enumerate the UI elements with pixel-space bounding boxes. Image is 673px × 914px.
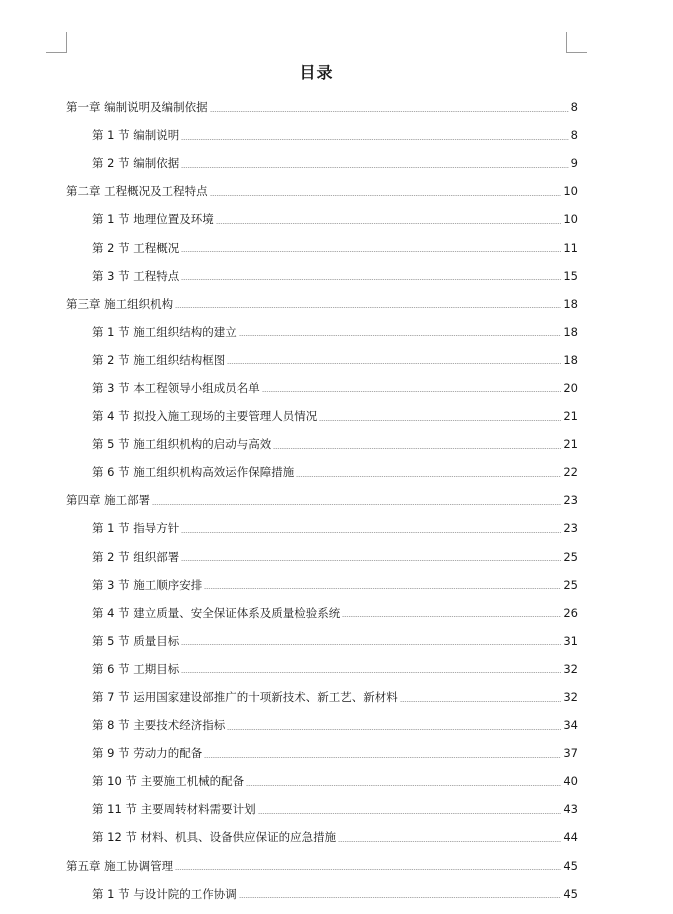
toc-entry-label: 第 2 节 施工组织结构框图 bbox=[92, 352, 226, 367]
toc-page-number: 34 bbox=[563, 718, 578, 733]
toc-dot-leader bbox=[338, 841, 561, 842]
toc-page-number: 32 bbox=[563, 661, 578, 676]
toc-entry-label: 第四章 施工部署 bbox=[66, 493, 151, 508]
toc-page-number: 26 bbox=[563, 605, 578, 620]
toc-dot-leader bbox=[152, 504, 561, 505]
toc-chapter-entry[interactable] bbox=[66, 177, 578, 205]
toc-dot-leader bbox=[262, 391, 562, 392]
toc-section-entry[interactable] bbox=[66, 683, 578, 711]
toc-dot-leader bbox=[181, 279, 561, 280]
toc-page-number: 10 bbox=[563, 212, 578, 227]
toc-dot-leader bbox=[210, 195, 562, 196]
toc-dot-leader bbox=[175, 869, 561, 870]
toc-section-entry[interactable] bbox=[66, 205, 578, 233]
toc-page-number: 20 bbox=[563, 380, 578, 395]
toc-page-number: 25 bbox=[563, 549, 578, 564]
toc-dot-leader bbox=[204, 757, 561, 758]
toc-dot-leader bbox=[181, 167, 568, 168]
toc-section-entry[interactable] bbox=[66, 599, 578, 627]
toc-section-entry[interactable] bbox=[66, 402, 578, 430]
toc-section-entry[interactable] bbox=[66, 543, 578, 571]
toc-page-number: 45 bbox=[563, 886, 578, 901]
toc-dot-leader bbox=[181, 251, 561, 252]
toc-section-entry[interactable] bbox=[66, 149, 578, 177]
toc-entry-label: 第 4 节 拟投入施工现场的主要管理人员情况 bbox=[92, 409, 318, 424]
toc-dot-leader bbox=[239, 335, 562, 336]
toc-dot-leader bbox=[216, 223, 562, 224]
toc-dot-leader bbox=[246, 785, 561, 786]
crop-mark-top-left bbox=[46, 32, 67, 53]
toc-dot-leader bbox=[175, 307, 561, 308]
toc-section-entry[interactable] bbox=[66, 711, 578, 739]
toc-section-entry[interactable] bbox=[66, 121, 578, 149]
toc-entry-label: 第 7 节 运用国家建设部推广的十项新技术、新工艺、新材料 bbox=[92, 690, 398, 705]
toc-page-number: 22 bbox=[563, 465, 578, 480]
toc-section-entry[interactable] bbox=[66, 739, 578, 767]
toc-chapter-entry[interactable] bbox=[66, 93, 578, 121]
toc-dot-leader bbox=[181, 644, 561, 645]
toc-page-number: 15 bbox=[563, 268, 578, 283]
toc-entry-label: 第一章 编制说明及编制依据 bbox=[66, 100, 208, 115]
toc-section-entry[interactable] bbox=[66, 571, 578, 599]
toc-page-number: 21 bbox=[563, 437, 578, 452]
toc-page-number: 21 bbox=[563, 409, 578, 424]
toc-section-entry[interactable] bbox=[66, 374, 578, 402]
toc-page-number: 44 bbox=[563, 830, 578, 845]
toc-page-number: 25 bbox=[563, 577, 578, 592]
toc-entry-label: 第 8 节 主要技术经济指标 bbox=[92, 718, 226, 733]
toc-entry-label: 第 1 节 施工组织结构的建立 bbox=[92, 324, 237, 339]
toc-section-entry[interactable] bbox=[66, 627, 578, 655]
toc-entry-label: 第 3 节 工程特点 bbox=[92, 268, 180, 283]
toc-dot-leader bbox=[296, 476, 561, 477]
table-of-contents bbox=[66, 93, 578, 908]
toc-dot-leader bbox=[239, 897, 562, 898]
toc-chapter-entry[interactable] bbox=[66, 852, 578, 880]
toc-dot-leader bbox=[204, 588, 561, 589]
toc-section-entry[interactable] bbox=[66, 514, 578, 542]
toc-section-entry[interactable] bbox=[66, 655, 578, 683]
toc-page-number: 18 bbox=[563, 324, 578, 339]
toc-entry-label: 第 2 节 编制依据 bbox=[92, 156, 180, 171]
toc-dot-leader bbox=[273, 448, 561, 449]
toc-entry-label: 第 2 节 组织部署 bbox=[92, 549, 180, 564]
toc-entry-label: 第 11 节 主要周转材料需要计划 bbox=[92, 802, 256, 817]
toc-entry-label: 第 5 节 质量目标 bbox=[92, 633, 180, 648]
toc-section-entry[interactable] bbox=[66, 880, 578, 908]
toc-entry-label: 第 2 节 工程概况 bbox=[92, 240, 180, 255]
toc-chapter-entry[interactable] bbox=[66, 486, 578, 514]
toc-dot-leader bbox=[227, 729, 561, 730]
toc-entry-label: 第 4 节 建立质量、安全保证体系及质量检验系统 bbox=[92, 605, 341, 620]
toc-entry-label: 第 5 节 施工组织机构的启动与高效 bbox=[92, 437, 272, 452]
toc-entry-label: 第二章 工程概况及工程特点 bbox=[66, 184, 208, 199]
toc-page-number: 43 bbox=[563, 802, 578, 817]
toc-page-number: 18 bbox=[563, 296, 578, 311]
toc-page-number: 11 bbox=[563, 240, 578, 255]
toc-dot-leader bbox=[319, 420, 561, 421]
toc-section-entry[interactable] bbox=[66, 346, 578, 374]
toc-dot-leader bbox=[227, 363, 561, 364]
toc-entry-label: 第 1 节 指导方针 bbox=[92, 521, 180, 536]
crop-mark-top-right bbox=[566, 32, 587, 53]
toc-entry-label: 第 3 节 施工顺序安排 bbox=[92, 577, 203, 592]
toc-page-number: 8 bbox=[570, 100, 578, 115]
toc-dot-leader bbox=[400, 701, 562, 702]
toc-page-number: 10 bbox=[563, 184, 578, 199]
toc-page-number: 45 bbox=[563, 858, 578, 873]
toc-page-number: 18 bbox=[563, 352, 578, 367]
toc-page-number: 23 bbox=[563, 493, 578, 508]
toc-dot-leader bbox=[181, 139, 568, 140]
toc-dot-leader bbox=[210, 111, 569, 112]
toc-entry-label: 第 3 节 本工程领导小组成员名单 bbox=[92, 380, 260, 395]
toc-dot-leader bbox=[342, 616, 561, 617]
toc-page-number: 40 bbox=[563, 774, 578, 789]
toc-entry-label: 第 1 节 地理位置及环境 bbox=[92, 212, 214, 227]
toc-dot-leader bbox=[181, 532, 561, 533]
toc-dot-leader bbox=[181, 560, 561, 561]
toc-dot-leader bbox=[181, 672, 561, 673]
toc-section-entry[interactable] bbox=[66, 795, 578, 823]
toc-entry-label: 第 9 节 劳动力的配备 bbox=[92, 746, 203, 761]
toc-entry-label: 第 10 节 主要施工机械的配备 bbox=[92, 774, 245, 789]
toc-dot-leader bbox=[258, 813, 562, 814]
toc-section-entry[interactable] bbox=[66, 767, 578, 795]
toc-section-entry[interactable] bbox=[66, 458, 578, 486]
toc-section-entry[interactable] bbox=[66, 233, 578, 261]
document-title: 目录 bbox=[299, 63, 334, 82]
toc-page-number: 32 bbox=[563, 690, 578, 705]
toc-section-entry[interactable] bbox=[66, 262, 578, 290]
toc-chapter-entry[interactable] bbox=[66, 290, 578, 318]
toc-section-entry[interactable] bbox=[66, 430, 578, 458]
toc-page-number: 9 bbox=[570, 156, 578, 171]
toc-section-entry[interactable] bbox=[66, 823, 578, 851]
toc-page-number: 23 bbox=[563, 521, 578, 536]
toc-entry-label: 第三章 施工组织机构 bbox=[66, 296, 174, 311]
toc-page-number: 37 bbox=[563, 746, 578, 761]
toc-page-number: 8 bbox=[570, 128, 578, 143]
toc-entry-label: 第 6 节 工期目标 bbox=[92, 661, 180, 676]
toc-entry-label: 第 1 节 编制说明 bbox=[92, 128, 180, 143]
toc-page-number: 31 bbox=[563, 633, 578, 648]
toc-entry-label: 第 1 节 与设计院的工作协调 bbox=[92, 886, 237, 901]
toc-section-entry[interactable] bbox=[66, 318, 578, 346]
toc-entry-label: 第 6 节 施工组织机构高效运作保障措施 bbox=[92, 465, 295, 480]
toc-entry-label: 第 12 节 材料、机具、设备供应保证的应急措施 bbox=[92, 830, 337, 845]
toc-entry-label: 第五章 施工协调管理 bbox=[66, 858, 174, 873]
